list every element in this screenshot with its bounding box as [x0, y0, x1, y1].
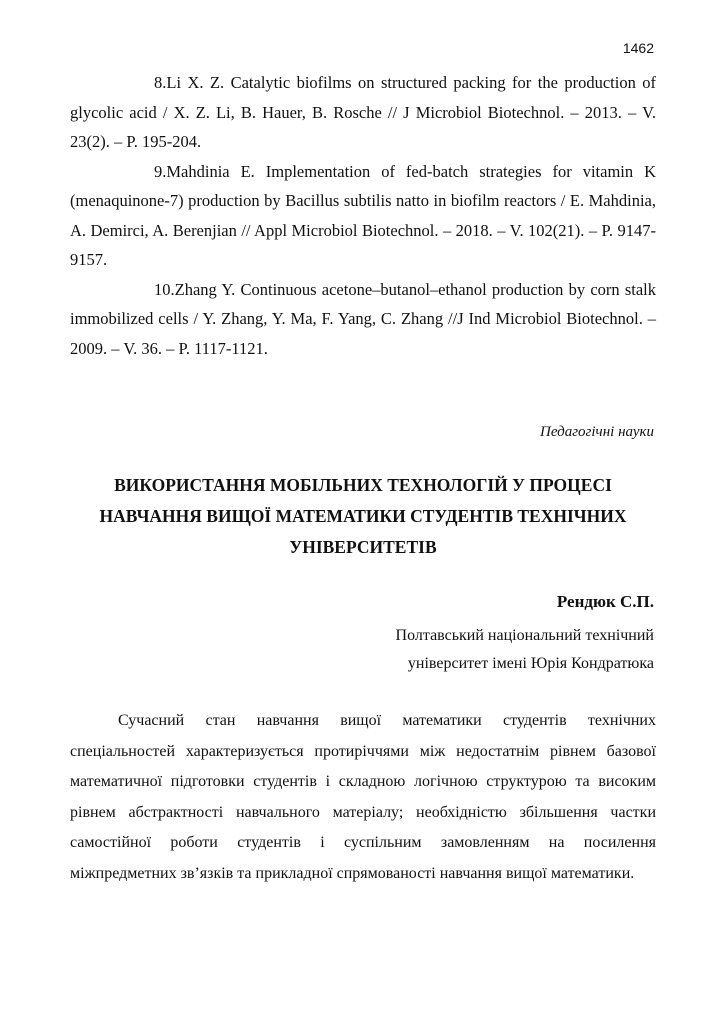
reference-list [70, 68, 656, 363]
author-name: Рендюк С.П. [556, 592, 654, 611]
affiliation-line: Полтавський національний технічний [395, 627, 654, 644]
article-title [70, 470, 656, 563]
abstract-paragraph: Сучасний стан навчання вищої математики студентів технічних спеціальностей характеризується протиріччями між недостатнім рівнем базової математичної підготовки студентів і складною логічною структурою та високим рівнем абстрактності навчального матеріалу; необхідністю збільшення частки самостійної роботи студентів і суспільним замовленням на посилення міжпредметних зв’язків та прикладної спрямованості навчання вищої математики. [70, 712, 656, 882]
reference-number: 8. [154, 73, 167, 92]
page-number: 1462 [622, 40, 654, 56]
reference-number: 10. [154, 279, 175, 299]
affiliation [396, 622, 654, 678]
reference-item [70, 68, 656, 157]
affiliation-line: університет імені Юрія Кондратюка [407, 655, 654, 672]
reference-item [70, 157, 656, 275]
reference-number: 9. [154, 161, 167, 181]
title-line: УНІВЕРСИТЕТІВ [289, 537, 437, 557]
section-label: Педагогічні науки [539, 424, 654, 440]
reference-text: Zhang Y. Continuous acetone–butanol–ethanol production by corn stalk immobilized cells / Y. Zhang, Y. Ma, F. Yang, C. Zhang //J Ind Microbiol Biotechnol. – 2009. – V. 36. – P. 1117-1121. [70, 279, 656, 358]
reference-item [70, 275, 656, 364]
reference-text: Li X. Z. Catalytic biofilms on structured packing for the production of glycolic acid / X. Z. Li, B. Hauer, B. Rosche // J Microbiol Biotechnol. – 2013. – V. 23(2). – P. 195-204. [70, 73, 656, 151]
title-line: ВИКОРИСТАННЯ МОБІЛЬНИХ ТЕХНОЛОГІЙ У ПРОЦЕСІ [114, 475, 612, 495]
title-line: НАВЧАННЯ ВИЩОЇ МАТЕМАТИКИ СТУДЕНТІВ ТЕХНІЧНИХ [99, 506, 627, 526]
reference-text: Mahdinia E. Implementation of fed-batch strategies for vitamin K (menaquinone-7) production by Bacillus subtilis natto in biofilm reactors / E. Mahdinia, A. Demirci, A. Berenjian // Appl Microbiol Biotechnol. – 2018. – V. 102(21). – P. 9147-9157. [70, 161, 656, 269]
